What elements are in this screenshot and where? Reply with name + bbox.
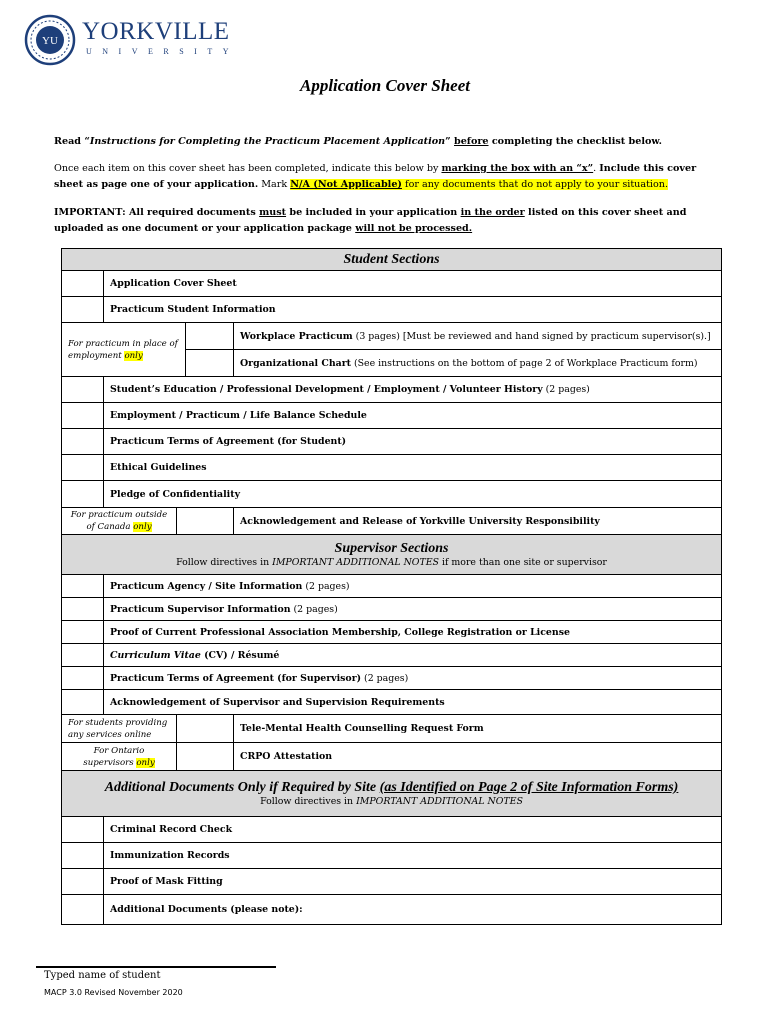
item-organizational-chart: Organizational Chart (See instructions on the bottom of page 2 of Workplace Practicum form) — [234, 350, 722, 377]
checkbox-pledge-of-confidentiality[interactable] — [62, 481, 104, 508]
checkbox-criminal-record-check[interactable] — [62, 817, 104, 843]
item-ethical-guidelines: Ethical Guidelines — [104, 455, 722, 481]
yorkville-logo — [24, 14, 239, 70]
checkbox-student-terms-of-agreement[interactable] — [62, 429, 104, 455]
item-student-education: Student’s Education / Professional Development / Employment / Volunteer History (2 pages) — [104, 377, 722, 403]
checkbox-agency-site-information[interactable] — [62, 575, 104, 598]
page-title: Application Cover Sheet — [300, 76, 470, 95]
checkbox-organizational-chart[interactable] — [186, 350, 234, 377]
item-workplace-practicum: Workplace Practicum (3 pages) [Must be reviewed and hand signed by practicum supervisor(s).] — [234, 323, 722, 350]
item-pledge-of-confidentiality: Pledge of Confidentiality — [104, 481, 722, 508]
intro-paragraph-2: Once each item on this cover sheet has been completed, indicate this below by marking the box with an “x”. Include this cover sheet as page one of your application. Mark N/A (Not Applicable) for any documents that do not apply to your situation. — [54, 163, 697, 190]
item-curriculum-vitae: Curriculum Vitae (CV) / Résumé — [104, 644, 722, 667]
note-services-online: For students providing any services online — [62, 715, 177, 743]
logo-subtitle: UNIVERSITY — [86, 47, 239, 56]
signature-label: Typed name of student — [44, 970, 161, 981]
item-proof-of-membership: Proof of Current Professional Association Membership, College Registration or License — [104, 621, 722, 644]
item-additional-documents: Additional Documents (please note): — [104, 895, 722, 925]
item-criminal-record-check: Criminal Record Check — [104, 817, 722, 843]
item-life-balance-schedule: Employment / Practicum / Life Balance Schedule — [104, 403, 722, 429]
checkbox-supervisor-information[interactable] — [62, 598, 104, 621]
logo-name: YORKVILLE — [82, 18, 230, 45]
item-application-cover-sheet: Application Cover Sheet — [104, 271, 722, 297]
checkbox-ethical-guidelines[interactable] — [62, 455, 104, 481]
item-proof-of-mask-fitting: Proof of Mask Fitting — [104, 869, 722, 895]
university-seal-icon — [24, 14, 76, 66]
item-acknowledgement-release: Acknowledgement and Release of Yorkville University Responsibility — [234, 508, 722, 535]
checkbox-crpo-attestation[interactable] — [177, 743, 234, 771]
checkbox-supervisor-acknowledgement[interactable] — [62, 690, 104, 715]
item-agency-site-information: Practicum Agency / Site Information (2 pages) — [104, 575, 722, 598]
intro-paragraph-1: Read “Instructions for Completing the Practicum Placement Application” before completing the checklist below. — [54, 136, 662, 147]
signature-line[interactable] — [36, 966, 276, 968]
note-ontario-supervisors: For Ontario supervisors only — [62, 743, 177, 771]
checkbox-tele-mental-health[interactable] — [177, 715, 234, 743]
checkbox-supervisor-terms-of-agreement[interactable] — [62, 667, 104, 690]
note-place-of-employment: For practicum in place of employment only — [62, 323, 186, 377]
checkbox-additional-documents[interactable] — [62, 895, 104, 925]
note-outside-canada: For practicum outside of Canada only — [62, 508, 177, 535]
checkbox-student-education[interactable] — [62, 377, 104, 403]
item-supervisor-information: Practicum Supervisor Information (2 pages) — [104, 598, 722, 621]
checklist-form — [61, 248, 721, 925]
checkbox-acknowledgement-release[interactable] — [177, 508, 234, 535]
supervisor-sections-header: Supervisor Sections Follow directives in IMPORTANT ADDITIONAL NOTES if more than one site or supervisor — [62, 535, 722, 575]
svg-text:YU: YU — [42, 35, 58, 47]
checkbox-proof-of-mask-fitting[interactable] — [62, 869, 104, 895]
footer-revision: MACP 3.0 Revised November 2020 — [44, 988, 183, 997]
checkbox-application-cover-sheet[interactable] — [62, 271, 104, 297]
checkbox-curriculum-vitae[interactable] — [62, 644, 104, 667]
student-sections-header: Student Sections — [62, 249, 722, 271]
checkbox-life-balance-schedule[interactable] — [62, 403, 104, 429]
item-crpo-attestation: CRPO Attestation — [234, 743, 722, 771]
item-immunization-records: Immunization Records — [104, 843, 722, 869]
item-tele-mental-health: Tele-Mental Health Counselling Request Form — [234, 715, 722, 743]
checkbox-immunization-records[interactable] — [62, 843, 104, 869]
additional-documents-header: Additional Documents Only if Required by Site (as Identified on Page 2 of Site Information Forms) Follow directives in IMPORTANT ADDITIONAL NOTES — [62, 771, 722, 817]
intro-paragraph-3: IMPORTANT: All required documents must be included in your application in the order listed on this cover sheet and uploaded as one document or your application package will not be processed. — [54, 207, 687, 234]
checkbox-workplace-practicum[interactable] — [186, 323, 234, 350]
item-practicum-student-information: Practicum Student Information — [104, 297, 722, 323]
item-supervisor-terms-of-agreement: Practicum Terms of Agreement (for Supervisor) (2 pages) — [104, 667, 722, 690]
checkbox-practicum-student-information[interactable] — [62, 297, 104, 323]
item-student-terms-of-agreement: Practicum Terms of Agreement (for Student) — [104, 429, 722, 455]
checkbox-proof-of-membership[interactable] — [62, 621, 104, 644]
item-supervisor-acknowledgement: Acknowledgement of Supervisor and Supervision Requirements — [104, 690, 722, 715]
